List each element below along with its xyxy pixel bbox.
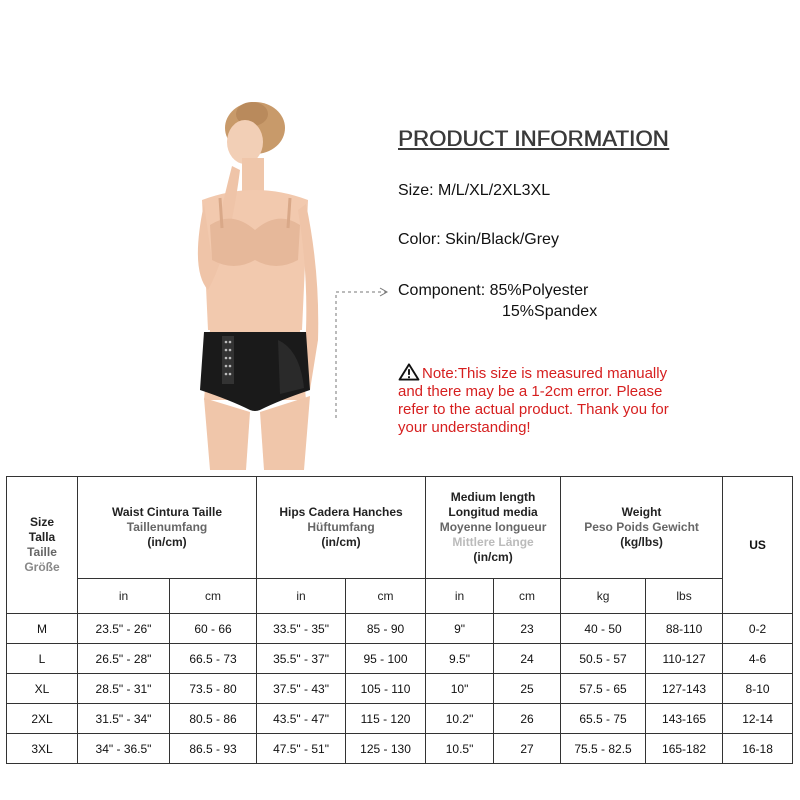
table-row [7,644,793,674]
table-cell: 4-6 [723,644,793,674]
table-cell: 50.5 - 57 [561,644,646,674]
component-line-2: 15%Spandex [502,303,598,320]
table-cell: 3XL [7,734,78,764]
table-row [7,674,793,704]
table-cell: 23 [494,614,561,644]
table-cell: 143-165 [646,704,723,734]
table-cell: 8-10 [723,674,793,704]
length-header-l3: Moyenne longueur [439,520,547,534]
table-cell: 0-2 [723,614,793,644]
unit-cell: in [426,579,494,614]
table-cell: 43.5" - 47" [257,704,346,734]
table-cell: 165-182 [646,734,723,764]
dashed-arrow-icon [290,280,390,420]
unit-cell: cm [170,579,257,614]
size-header [7,477,78,614]
table-cell: 127-143 [646,674,723,704]
us-header: US [723,477,793,614]
table-cell: XL [7,674,78,704]
waist-header-l1: Waist Cintura Taille [112,505,223,519]
hips-header-l3: (in/cm) [321,535,361,549]
note-text: Note:This size is measured manually and there may be a 1-2cm error. Please refer to the actual product. Thank you for your understanding! [398,365,669,436]
table-cell: 60 - 66 [170,614,257,644]
weight-header-l1: Weight [621,505,662,519]
unit-cell: in [78,579,170,614]
table-cell: 105 - 110 [346,674,426,704]
table-cell: 31.5" - 34" [78,704,170,734]
length-header [426,477,561,579]
table-cell: 10" [426,674,494,704]
table-cell: 47.5" - 51" [257,734,346,764]
length-header-l2: Longitud media [448,505,538,519]
table-cell: 23.5" - 26" [78,614,170,644]
waist-header [78,477,257,579]
table-cell: 88-110 [646,614,723,644]
length-header-l1: Medium length [450,490,536,504]
table-cell: 85 - 90 [346,614,426,644]
table-cell: 66.5 - 73 [170,644,257,674]
table-cell: 75.5 - 82.5 [561,734,646,764]
size-line: Size: M/L/XL/2XL3XL [398,182,551,199]
weight-header [561,477,723,579]
table-cell: 34" - 36.5" [78,734,170,764]
table-row [7,614,793,644]
weight-header-l2: Peso Poids Gewicht [584,520,699,534]
hips-header [257,477,426,579]
table-cell: 27 [494,734,561,764]
table-cell: 26 [494,704,561,734]
table-cell: 73.5 - 80 [170,674,257,704]
length-header-l5: (in/cm) [473,550,513,564]
table-cell: 12-14 [723,704,793,734]
hips-header-l2: Hüftumfang [307,520,375,534]
table-cell: 33.5" - 35" [257,614,346,644]
table-cell: 26.5" - 28" [78,644,170,674]
table-cell: 10.2" [426,704,494,734]
table-cell: 80.5 - 86 [170,704,257,734]
size-chart-table [6,476,793,764]
unit-cell: in [257,579,346,614]
size-header-l2: Talla [28,530,56,544]
unit-cell: cm [494,579,561,614]
table-row [7,704,793,734]
note-block [398,363,688,437]
table-row [7,734,793,764]
size-header-l3: Taille [27,545,57,559]
table-cell: 125 - 130 [346,734,426,764]
unit-cell: lbs [646,579,723,614]
table-cell: 110-127 [646,644,723,674]
size-header-l4: Größe [24,560,60,574]
hips-header-l1: Hips Cadera Hanches [279,505,403,519]
table-cell: 35.5" - 37" [257,644,346,674]
waist-header-l3: (in/cm) [147,535,187,549]
table-cell: 40 - 50 [561,614,646,644]
table-cell: 16-18 [723,734,793,764]
table-cell: L [7,644,78,674]
weight-header-l3: (kg/lbs) [620,535,663,549]
length-header-l4: Mittlere Länge [452,535,534,549]
color-line: Color: Skin/Black/Grey [398,231,559,248]
table-cell: 57.5 - 65 [561,674,646,704]
table-cell: 65.5 - 75 [561,704,646,734]
table-cell: 28.5" - 31" [78,674,170,704]
table-cell: 24 [494,644,561,674]
size-header-l1: Size [29,515,54,529]
product-info-title: PRODUCT INFORMATION [398,126,669,151]
table-cell: 37.5" - 43" [257,674,346,704]
table-cell: M [7,614,78,644]
table-cell: 2XL [7,704,78,734]
table-cell: 9" [426,614,494,644]
unit-cell: cm [346,579,426,614]
table-cell: 9.5" [426,644,494,674]
waist-header-l2: Taillenumfang [126,520,208,534]
table-cell: 25 [494,674,561,704]
table-cell: 115 - 120 [346,704,426,734]
unit-cell: kg [561,579,646,614]
warning-triangle-icon [398,363,420,381]
table-cell: 10.5" [426,734,494,764]
table-cell: 95 - 100 [346,644,426,674]
component-line: Component: 85%Polyester [398,282,589,299]
table-cell: 86.5 - 93 [170,734,257,764]
